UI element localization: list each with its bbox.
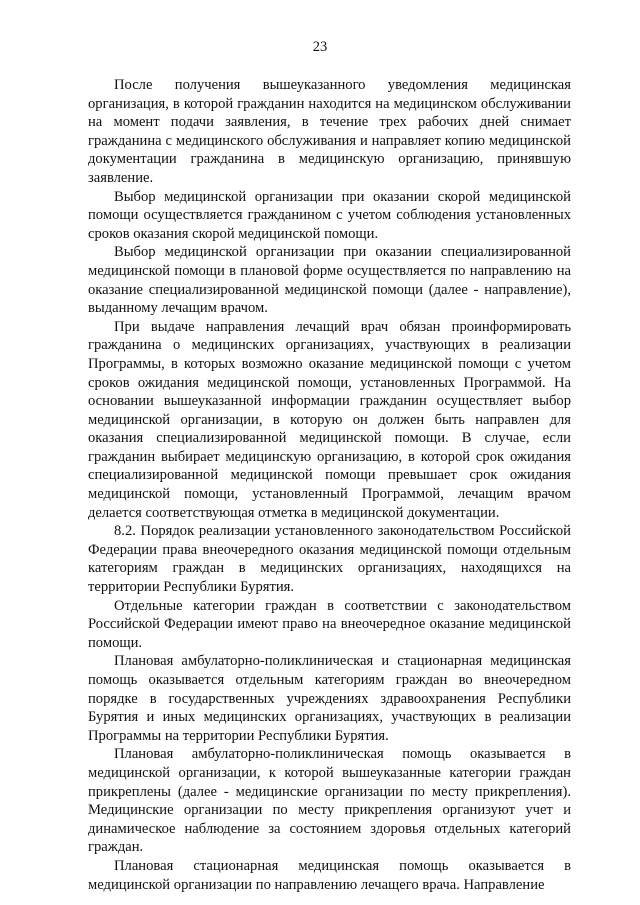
document-body [88,76,571,894]
paragraph-emergency-care-choice: Выбор медицинской организации при оказании скорой медицинской помощи осуществляется гражданином с учетом соблюдения установленных сроков оказания скорой медицинской помощи. [88,188,571,242]
paragraph-planned-care-priority: Плановая амбулаторно-поликлиническая и стационарная медицинская помощь оказывается отдельным категориям граждан во внеочередном порядке в государственных учреждениях здравоохранения Республики Бурятия и иных медицинских организациях, участвующих в реализации Программы на территории Республики Бурятия. [88,653,571,744]
paragraph-inpatient-care: Плановая стационарная медицинская помощь оказывается в медицинской организации по направлению лечащего врача. Направление [88,857,571,893]
paragraph-section-8-2-heading: 8.2. Порядок реализации установленного законодательством Российской Федерации права внеочередного оказания медицинской помощи отдельным категориям граждан в медицинских организациях, находящихся на территории Республики Бурятия. [88,523,571,596]
paragraph-deregistration: После получения вышеуказанного уведомления медицинская организация, в которой гражданин находится на медицинском обслуживании на момент подачи заявления, в течение трех рабочих дней снимает гражданина с медицинского обслуживания и направляет копию медицинской документации гражданина в медицинскую организацию, принявшую заявление. [88,77,571,186]
page-number: 23 [312,39,328,55]
paragraph-referral-information: При выдаче направления лечащий врач обязан проинформировать гражданина о медицинских организациях, участвующих в реализации Программы, в которых возможно оказание медицинской помощи с учетом сроков ожидания медицинской помощи, установленных Программой. На основании вышеуказанной информации гражданин осуществляет выбор медицинской организации, в которую он должен быть направлен для оказания специализированной медицинской помощи. В случае, если гражданин выбирает медицинскую организацию, в которой срок ожидания специализированной медицинской помощи превышает срок ожидания медицинской помощи, установленный Программой, лечащим врачом делается соответствующая отметка в медицинской документации. [88,318,571,521]
paragraph-priority-right: Отдельные категории граждан в соответствии с законодательством Российской Федерации имеют право на внеочередное оказание медицинской помощи. [88,597,571,651]
paragraph-outpatient-care: Плановая амбулаторно-поликлиническая помощь оказывается в медицинской организации, к которой вышеуказанные категории граждан прикреплены (далее - медицинские организации по месту прикрепления). Медицинские организации по месту прикрепления организуют учет и динамическое наблюдение за состоянием здоровья отдельных категорий граждан. [88,746,571,856]
paragraph-specialized-care-choice: Выбор медицинской организации при оказании специализированной медицинской помощи в плановой форме осуществляется по направлению на оказание специализированной медицинской помощи (далее - направление), выданному лечащим врачом. [88,244,571,317]
